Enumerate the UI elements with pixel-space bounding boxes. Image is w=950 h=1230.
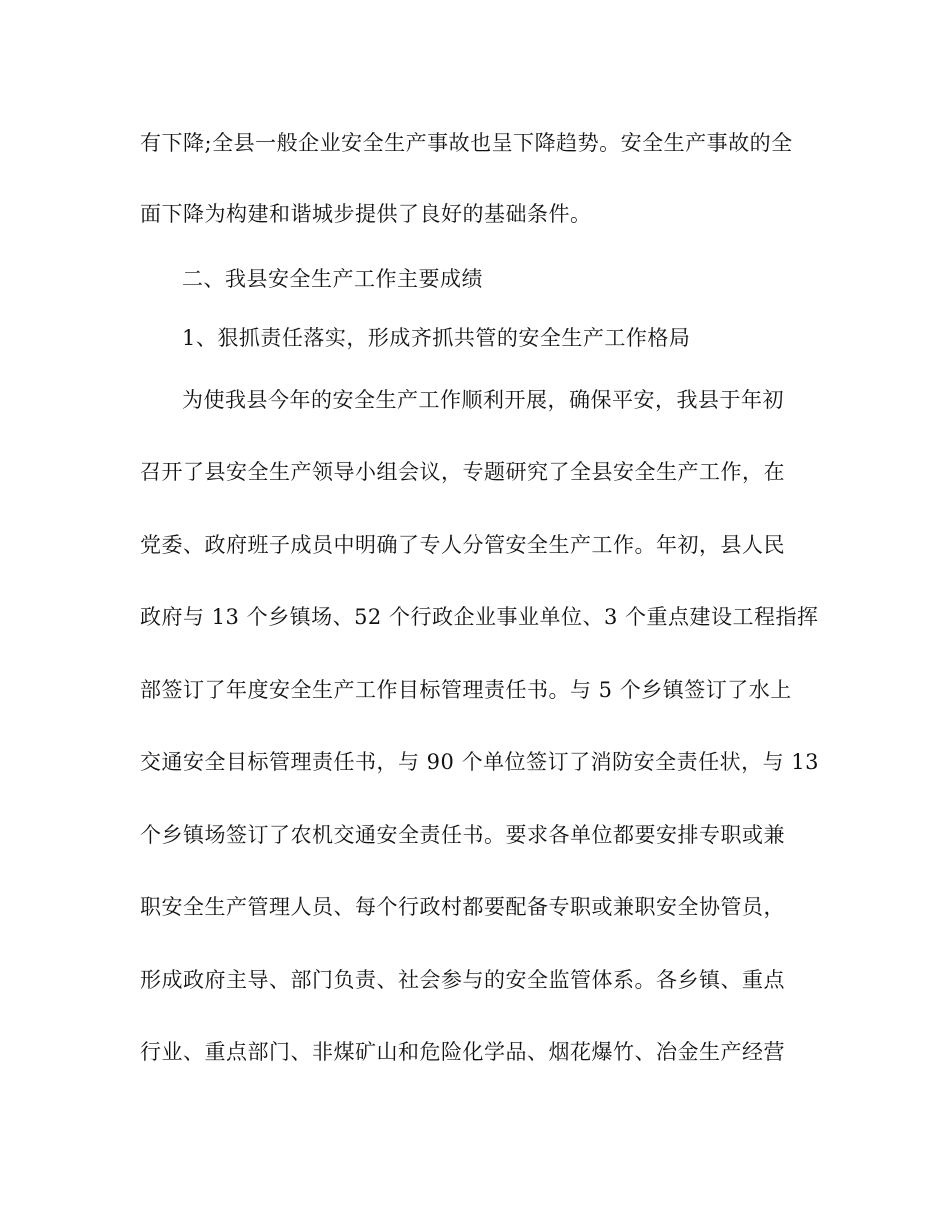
text-line: 有下降;全县一般企业安全生产事故也呈下降趋势。安全生产事故的全 — [140, 131, 793, 155]
text-line: 政府与 13 个乡镇场、52 个行政企业事业单位、3 个重点建设工程指挥 — [140, 605, 819, 629]
text-line: 面下降为构建和谐城步提供了良好的基础条件。 — [140, 202, 592, 226]
text-line: 部签订了年度安全生产工作目标管理责任书。与 5 个乡镇签订了水上 — [140, 678, 792, 702]
text-line: 召开了县安全生产领导小组会议，专题研究了全县安全生产工作，在 — [140, 460, 785, 484]
text-line: 职安全生产管理人员、每个行政村都要配备专职或兼职安全协管员， — [140, 895, 785, 919]
subsection-heading: 1、狠抓责任落实，形成齐抓共管的安全生产工作格局 — [182, 326, 691, 350]
text-line: 个乡镇场签订了农机交通安全责任书。要求各单位都要安排专职或兼 — [140, 823, 785, 847]
text-line: 党委、政府班子成员中明确了专人分管安全生产工作。年初，县人民 — [140, 533, 785, 557]
paragraph-first-line: 为使我县今年的安全生产工作顺利开展，确保平安，我县于年初 — [182, 388, 784, 412]
text-line: 形成政府主导、部门负责、社会参与的安全监管体系。各乡镇、重点 — [140, 968, 785, 992]
text-line: 交通安全目标管理责任书，与 90 个单位签订了消防安全责任状，与 13 — [140, 750, 819, 774]
text-line: 行业、重点部门、非煤矿山和危险化学品、烟花爆竹、冶金生产经营 — [140, 1040, 785, 1064]
section-heading: 二、我县安全生产工作主要成绩 — [182, 267, 483, 291]
